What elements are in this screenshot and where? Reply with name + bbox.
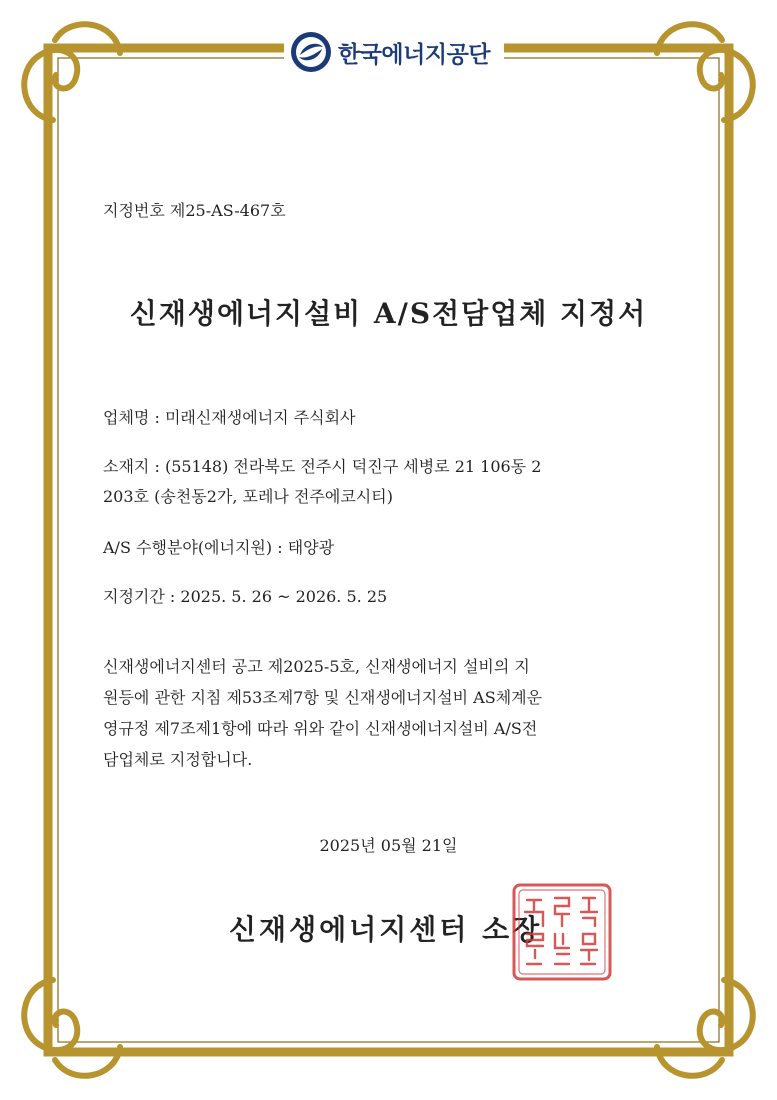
- company-label: 업체명 :: [103, 408, 160, 427]
- designation-number: [103, 198, 286, 221]
- company-field: [103, 403, 683, 433]
- service-field-value: 태양광: [287, 538, 335, 557]
- service-field-label: A/S 수행분야(에너지원) :: [103, 538, 283, 557]
- period-label: 지정기간 :: [103, 587, 176, 606]
- designation-label: 지정번호: [103, 201, 165, 220]
- statement-line: 담업체로 지정합니다.: [103, 750, 253, 769]
- org-name: 한국에너지공단: [338, 41, 491, 68]
- period-value: 2025. 5. 26 ~ 2026. 5. 25: [180, 587, 388, 606]
- service-field: [103, 533, 683, 563]
- corner-ornament-top-right: [657, 24, 753, 120]
- document-title: 신재생에너지설비 A/S전담업체 지정서: [129, 297, 648, 330]
- designation-value: 제25-AS-467호: [169, 201, 286, 220]
- statement-line: 원등에 관한 지침 제53조제7항 및 신재생에너지설비 AS체계운: [103, 688, 543, 707]
- corner-ornament-bottom-left: [24, 980, 120, 1076]
- statement-line: 영규정 제7조제1항에 따라 위와 같이 신재생에너지설비 A/S전: [103, 719, 538, 738]
- designation-statement: [103, 651, 688, 775]
- address-line-2: 203호 (송천동2가, 포레나 전주에코시티): [103, 487, 393, 506]
- corner-ornament-bottom-right: [657, 980, 753, 1076]
- issue-date: 2025년 05월 21일: [319, 836, 458, 855]
- issuer-title: 신재생에너지센터 소장: [229, 913, 543, 946]
- corner-ornament-top-left: [24, 24, 120, 120]
- address-line-1: (55148) 전라북도 전주시 덕진구 세병로 21 106동 2: [164, 457, 542, 476]
- official-seal-stamp: [511, 882, 613, 982]
- statement-line: 신재생에너지센터 공고 제2025-5호, 신재생에너지 설비의 지: [103, 657, 530, 676]
- energy-agency-logo-icon: [290, 31, 332, 73]
- period-field: [103, 582, 683, 612]
- company-value: 미래신재생에너지 주식회사: [164, 408, 356, 427]
- address-field: [103, 452, 683, 512]
- address-label: 소재지 :: [103, 457, 160, 476]
- org-header: [284, 30, 504, 74]
